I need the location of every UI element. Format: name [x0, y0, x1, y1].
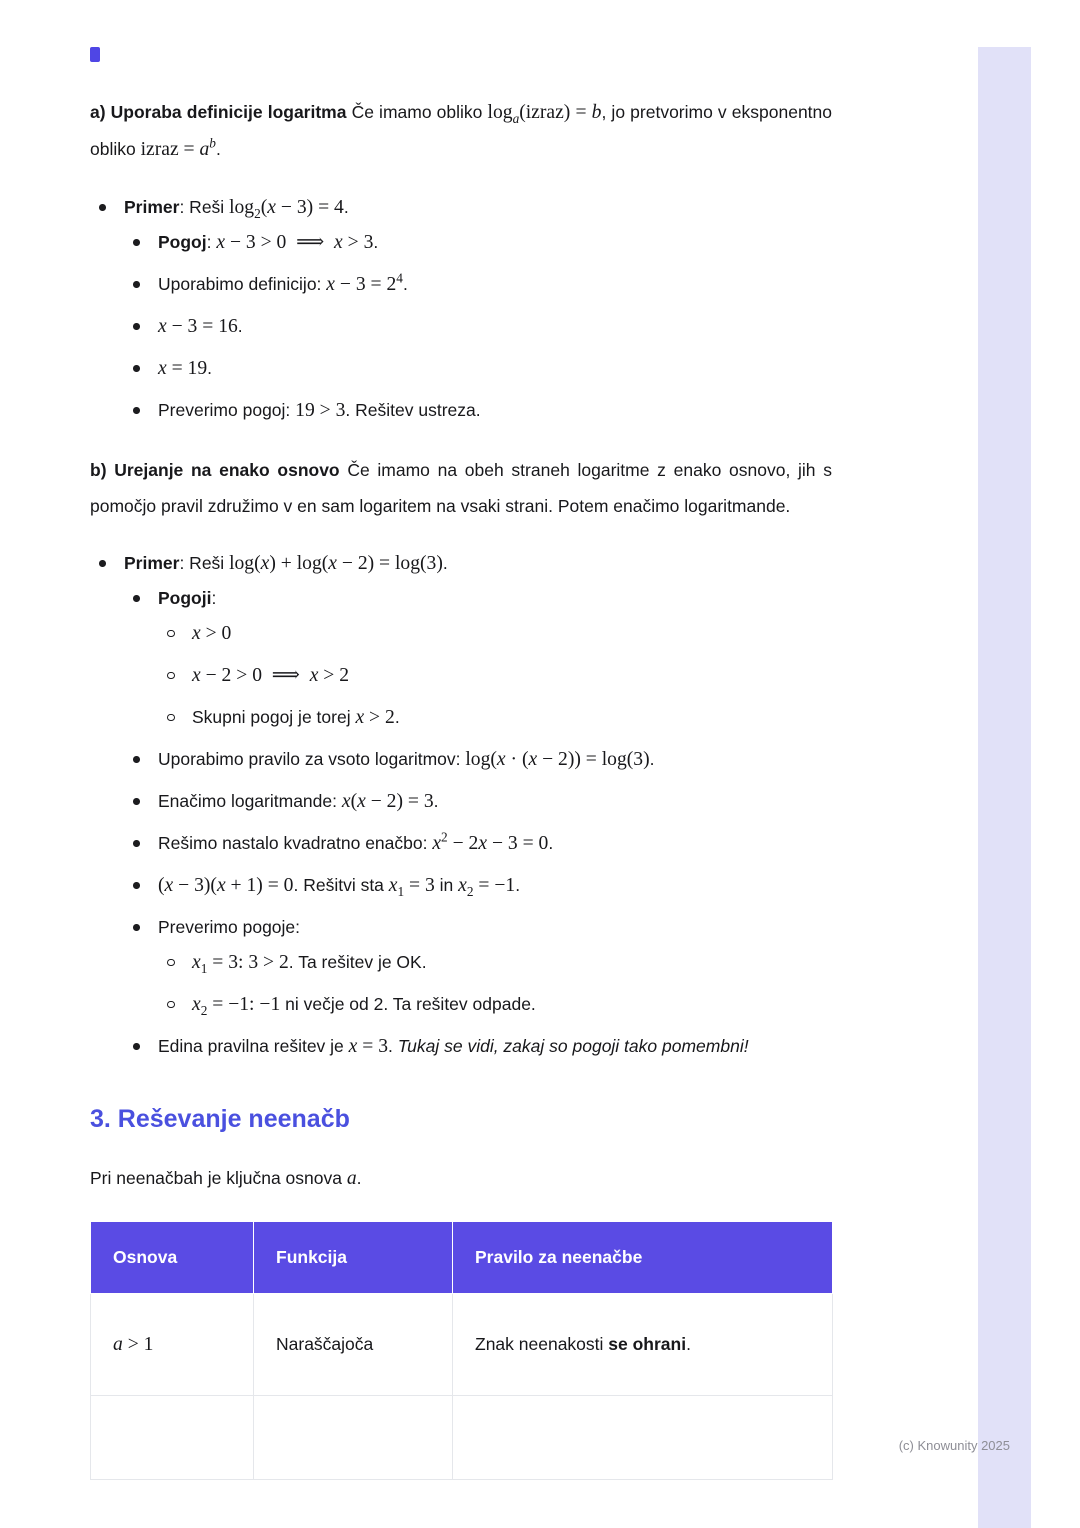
- list-item: [158, 616, 832, 651]
- text-run: Pri neenačbah je ključna osnova: [90, 1168, 347, 1188]
- math-expression: $x^2 - 2x - 3 = 0$: [432, 829, 549, 854]
- math-expression: x − 3 > 0 ⟹ x > 3: [216, 232, 374, 253]
- text-run: .: [548, 833, 554, 853]
- text-run: Preverimo pogoj:: [158, 400, 296, 420]
- math-expression: log(x) + log(x − 2) = log(3): [229, 553, 443, 574]
- text-run: .: [402, 274, 408, 294]
- text-run: . Rešitev ustreza.: [345, 400, 481, 420]
- text-run: : Reši: [179, 197, 230, 217]
- text-run: .: [442, 553, 448, 573]
- example-list-b: [90, 546, 832, 1064]
- bold-text: se ohrani: [608, 1334, 687, 1354]
- text-run: Edina pravilna rešitev je: [158, 1036, 349, 1056]
- text-run: .: [515, 875, 521, 895]
- text-run: Rešimo nastalo kvadratno enačbo:: [158, 833, 433, 853]
- paragraph-neenacbe-intro: [90, 1160, 832, 1197]
- text-run: ni večje od 2. Ta rešitev odpade.: [280, 994, 536, 1014]
- table-cell: [254, 1396, 453, 1480]
- text-run: .: [237, 316, 243, 336]
- list-item: [124, 1029, 832, 1064]
- text-run: Znak neenakosti: [475, 1334, 609, 1354]
- table-row: [91, 1396, 833, 1480]
- paragraph-definition-logaritma: [90, 94, 832, 168]
- table-row: [91, 1294, 833, 1396]
- text-run: . Rešitvi sta: [293, 875, 389, 895]
- text-run: .: [373, 232, 379, 252]
- text-run: .: [343, 197, 349, 217]
- math-expression: $x_2 = -1$: [458, 875, 516, 899]
- text-run: .: [388, 1036, 398, 1056]
- bold-text: a) Uporaba definicije logaritma: [90, 102, 347, 122]
- math-expression: $x - 3 = 2^4$: [326, 270, 403, 295]
- text-run: .: [686, 1334, 691, 1354]
- table-cell: [91, 1396, 254, 1480]
- list-item: [124, 581, 832, 735]
- math-expression: (x − 3)(x + 1) = 0: [158, 875, 294, 896]
- text-run: Uporabimo definicijo:: [158, 274, 327, 294]
- bold-text: Pogoji: [158, 588, 212, 608]
- math-expression: $\log_2(x - 3) = 4$: [229, 197, 344, 221]
- list-item: [124, 784, 832, 819]
- table-header-cell: Osnova: [91, 1222, 254, 1294]
- list-item: [124, 826, 832, 861]
- list-item: [158, 945, 832, 980]
- example-b-steps: [124, 581, 832, 1064]
- math-expression: x − 3 = 16: [158, 316, 238, 337]
- math-expression: x > 2: [355, 707, 395, 728]
- list-item: [90, 190, 832, 428]
- math-expression: a: [346, 1168, 357, 1189]
- list-item: [124, 351, 832, 386]
- text-run: , jo pretvorimo v eksponentno obliko: [90, 102, 833, 159]
- bold-text: Primer: [124, 197, 180, 217]
- list-item: [124, 225, 832, 260]
- math-expression: x − 2 > 0 ⟹ x > 2: [192, 665, 350, 686]
- text-run: : Reši: [179, 553, 230, 573]
- text-run: Uporabimo pravilo za vsoto logaritmov:: [158, 749, 466, 769]
- table-cell: [453, 1294, 833, 1396]
- text-run: . Ta rešitev je OK.: [288, 952, 427, 972]
- math-expression: 19 > 3: [295, 400, 346, 421]
- section-heading-resevanje-neenacb: 3. Reševanje neenačb: [90, 1105, 350, 1133]
- bold-text: Pogoj: [158, 232, 207, 252]
- right-page-strip: [978, 47, 1031, 1528]
- list-item: [124, 742, 832, 777]
- bold-text: Primer: [124, 553, 180, 573]
- text-run: .: [356, 1168, 362, 1188]
- list-item-text: [124, 546, 832, 581]
- table-header-cell: Pravilo za neenačbe: [453, 1222, 833, 1294]
- list-item: [124, 393, 832, 428]
- list-item-text: [124, 190, 832, 225]
- text-run: :: [211, 588, 217, 608]
- list-item: [158, 987, 832, 1022]
- math-expression: x = 3: [348, 1036, 389, 1057]
- watermark: (c) Knowunity 2025: [898, 1438, 1010, 1453]
- example-list-a: [90, 190, 832, 428]
- math-expression: $\log_a(izraz) = b$: [487, 102, 602, 126]
- text-run: .: [207, 358, 213, 378]
- math-expression: $x_1 = 3$: 3 > 2: [192, 952, 289, 976]
- table-cell: [91, 1294, 254, 1396]
- pogoji-sublist: [158, 616, 832, 735]
- text-run: .: [394, 707, 400, 727]
- italic-text: Tukaj se vidi, zakaj so pogoji tako pomembni!: [397, 1036, 749, 1056]
- math-expression: izraz = $a^b$: [140, 135, 216, 160]
- table-header-row: [91, 1222, 833, 1294]
- table-cell: [254, 1294, 453, 1396]
- list-item: [158, 700, 832, 735]
- math-expression: x = 19: [158, 358, 208, 379]
- list-item: [124, 868, 832, 903]
- example-a-steps: [124, 225, 832, 428]
- text-run: Naraščajoča: [276, 1334, 374, 1354]
- list-item: [124, 309, 832, 344]
- list-item: [90, 546, 832, 1064]
- list-item: [124, 910, 832, 1022]
- text-run: .: [215, 139, 221, 159]
- text-run: Če imamo na obeh straneh logaritme z enako osnovo, jih s pomočjo pravil združimo v en sam logaritem na vsaki strani. Potem enačimo logaritmande.: [90, 460, 832, 516]
- table-header-cell: Funkcija: [254, 1222, 453, 1294]
- math-expression: x(x − 2) = 3: [341, 791, 434, 812]
- math-expression: $x_1 = 3$: [388, 875, 435, 899]
- math-expression: $x_2 = -1$: −1: [192, 994, 281, 1018]
- document-content: [90, 0, 832, 1480]
- list-item-text: [158, 910, 832, 945]
- list-item-text: [158, 581, 832, 616]
- paragraph-urejanje-osnova: [90, 452, 832, 524]
- preverimo-sublist: [158, 945, 832, 1022]
- text-run: .: [433, 791, 439, 811]
- math-expression: a > 1: [113, 1333, 154, 1355]
- math-expression: log(x · (x − 2)) = log(3): [465, 749, 650, 770]
- bold-text: b) Urejanje na enako osnovo: [90, 460, 340, 480]
- list-item: [124, 267, 832, 302]
- text-run: Preverimo pogoje:: [158, 917, 301, 937]
- rules-table: [90, 1221, 833, 1480]
- math-expression: x > 0: [192, 623, 232, 644]
- table-cell: [453, 1396, 833, 1480]
- list-item: [158, 658, 832, 693]
- text-run: Če imamo obliko: [346, 102, 488, 122]
- text-run: :: [206, 232, 217, 252]
- text-run: Enačimo logaritmande:: [158, 791, 342, 811]
- text-run: .: [649, 749, 655, 769]
- text-run: Skupni pogoj je torej: [192, 707, 356, 727]
- text-run: in: [434, 875, 459, 895]
